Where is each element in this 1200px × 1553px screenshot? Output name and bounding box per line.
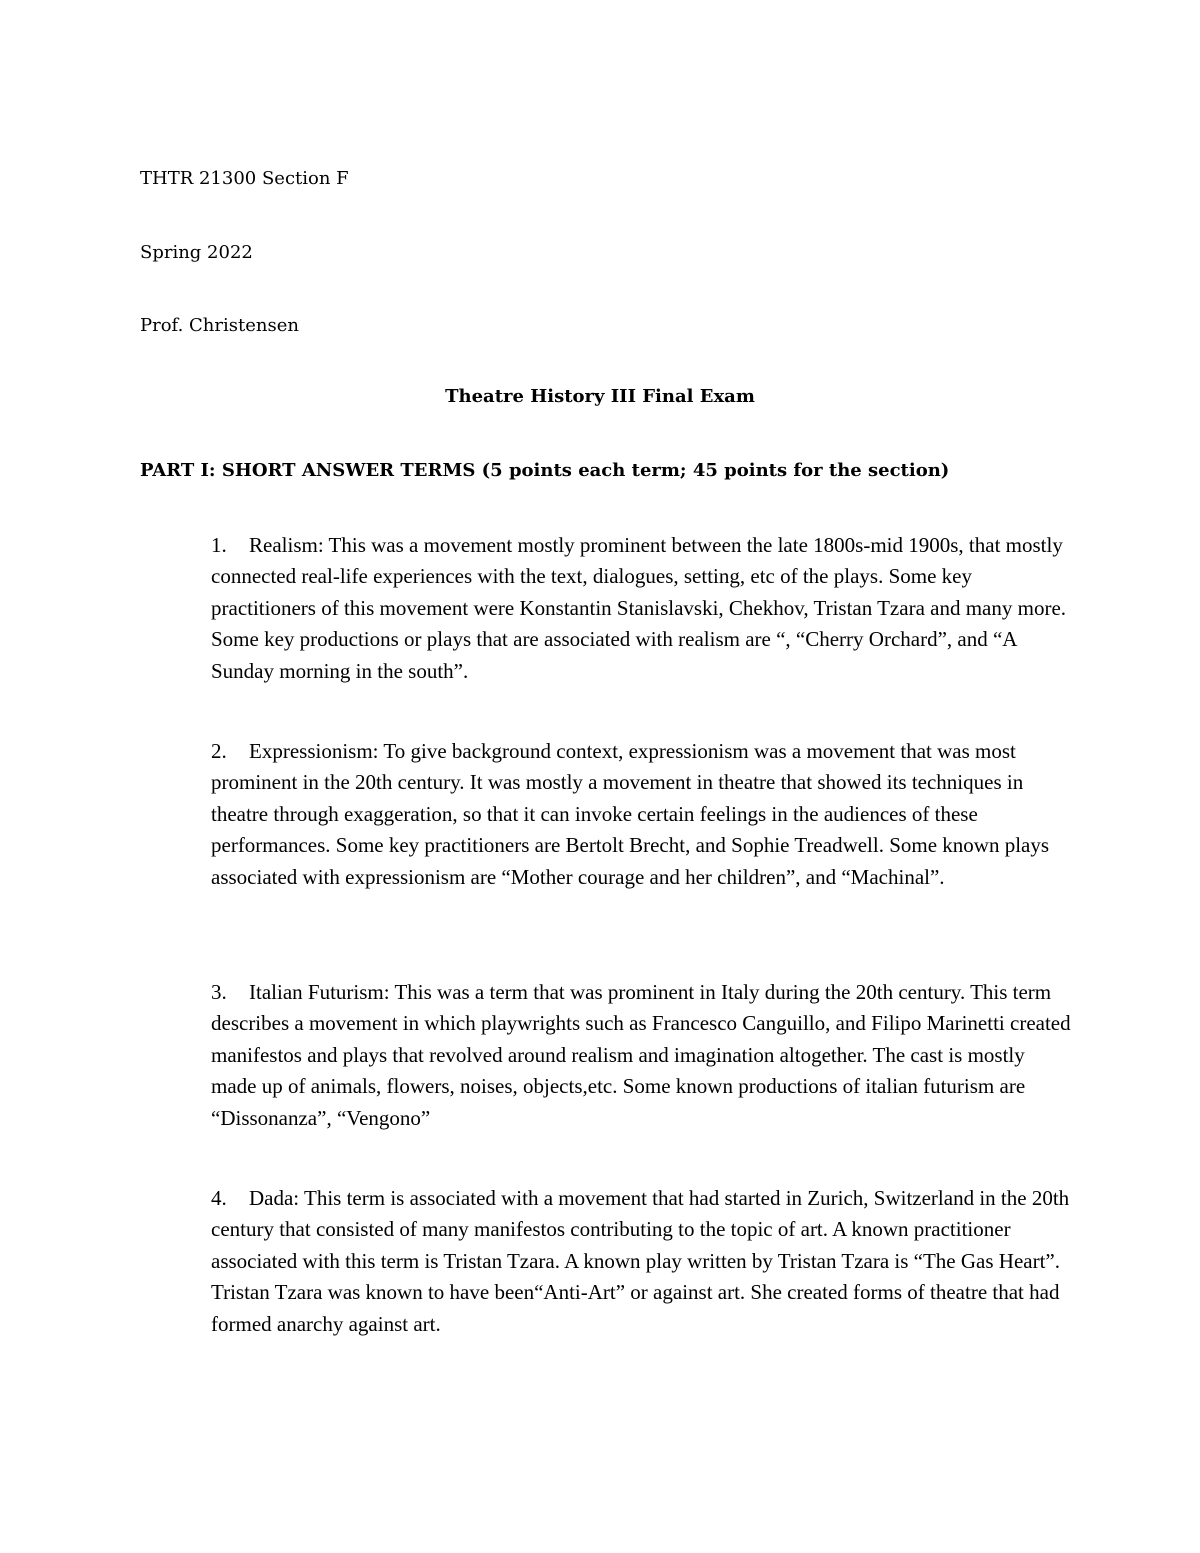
- answer-number: 2.: [211, 739, 227, 763]
- part-heading: PART I: SHORT ANSWER TERMS (5 points each term; 45 points for the section): [140, 460, 950, 481]
- answer-number: 1.: [211, 533, 227, 557]
- answer-number: 4.: [211, 1186, 227, 1210]
- answer-item: [211, 1183, 1071, 1340]
- term-line: Spring 2022: [140, 242, 253, 263]
- answer-text: Dada: This term is associated with a movement that had started in Zurich, Switzerland in the 20th century that consisted of many manifestos contributing to the topic of art. A known practitioner associated with this term is Tristan Tzara. A known play written by Tristan Tzara is “The Gas Heart”. Tristan Tzara was known to have been“Anti-Art” or against art. She created forms of theatre that had formed anarchy against art.: [211, 1186, 1070, 1336]
- answer-text: Expressionism: To give background context, expressionism was a movement that was most prominent in the 20th century. It was mostly a movement in theatre that showed its techniques in theatre through exaggeration, so that it can invoke certain feelings in the audiences of these performances. Some key practitioners are Bertolt Brecht, and Sophie Treadwell. Some known plays associated with expressionism are “Mother courage and her children”, and “Machinal”.: [211, 739, 1050, 889]
- answer-text: Realism: This was a movement mostly prominent between the late 1800s-mid 1900s, that mostly connected real-life experiences with the text, dialogues, setting, etc of the plays. Some key practitioners of this movement were Konstantin Stanislavski, Chekhov, Tristan Tzara and many more. Some key productions or plays that are associated with realism are “, “Cherry Orchard”, and “A Sunday morning in the south”.: [211, 533, 1067, 683]
- course-line: THTR 21300 Section F: [140, 168, 349, 189]
- professor-line: Prof. Christensen: [140, 315, 299, 336]
- answer-number: 3.: [211, 980, 227, 1004]
- exam-title: Theatre History III Final Exam: [445, 386, 755, 407]
- answer-item: [211, 977, 1071, 1134]
- answer-text: Italian Futurism: This was a term that was prominent in Italy during the 20th century. This term describes a movement in which playwrights such as Francesco Canguillo, and Filipo Marinetti created manifestos and plays that revolved around realism and imagination altogether. The cast is mostly made up of animals, flowers, noises, objects,etc. Some known productions of italian futurism are “Dissonanza”, “Vengono”: [211, 980, 1071, 1130]
- answer-item: [211, 530, 1071, 687]
- answer-item: [211, 736, 1071, 893]
